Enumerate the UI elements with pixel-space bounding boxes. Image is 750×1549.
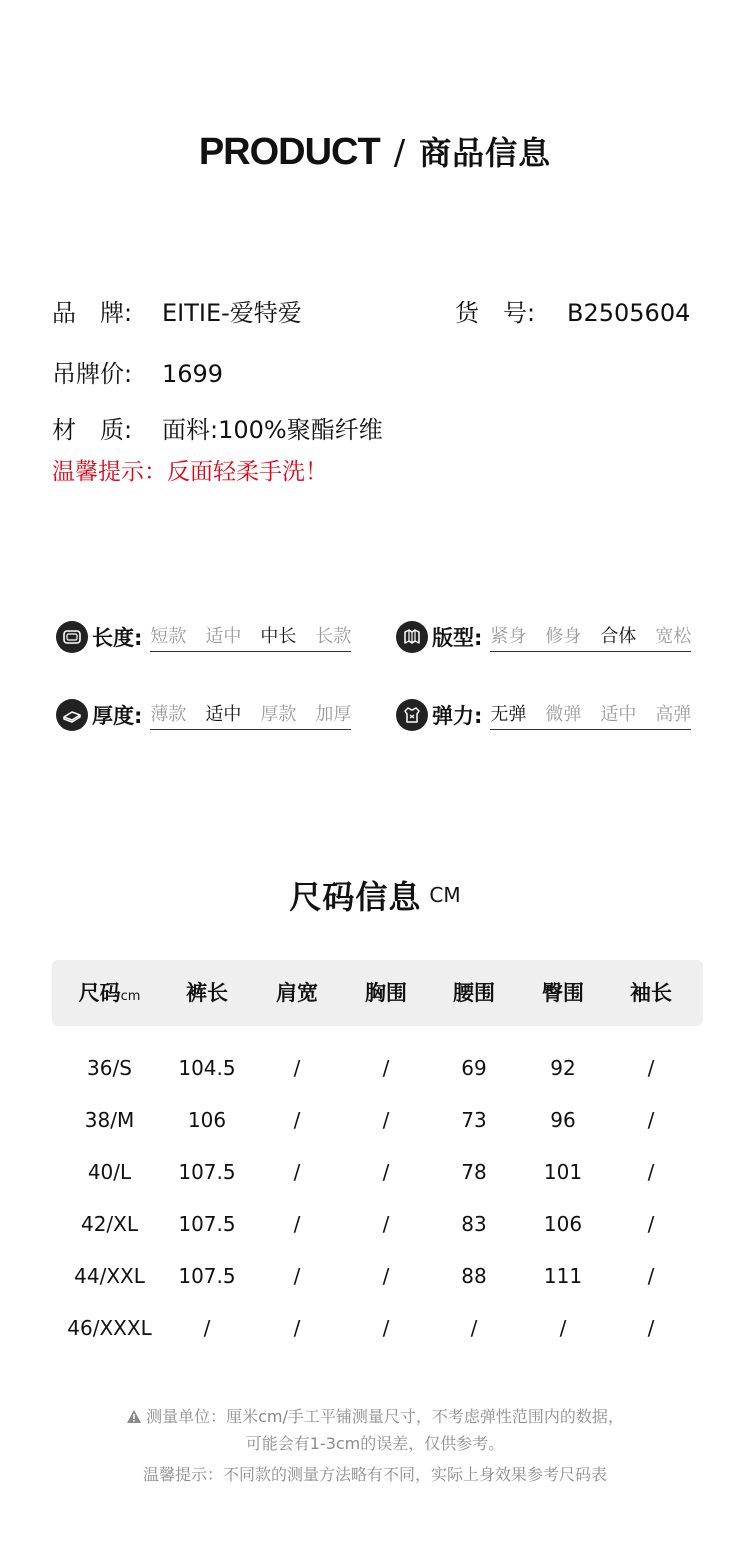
table-cell: / (293, 1212, 301, 1236)
table-cell: / (647, 1160, 655, 1184)
table-row (52, 1042, 703, 1094)
measure-note-line3: 温馨提示：不同款的测量方法略有不同，实际上身效果参考尺码表 (142, 1465, 607, 1484)
attr-option: 适中 (600, 704, 637, 725)
th-waist: 腰围 (453, 981, 495, 1005)
th-sleeve: 袖长 (630, 981, 672, 1005)
attr-option: 加厚 (315, 704, 352, 725)
table-cell: 92 (550, 1056, 576, 1080)
material-label: 材 质: (52, 416, 133, 444)
attr-length-options (150, 622, 351, 652)
table-cell: / (203, 1316, 211, 1340)
table-row (52, 1198, 703, 1250)
measure-note-line1 (0, 1404, 750, 1428)
table-cell: 107.5 (178, 1212, 236, 1236)
attr-option: 厚款 (260, 704, 297, 725)
table-cell: 36/S (87, 1056, 132, 1080)
table-cell: / (382, 1316, 390, 1340)
thickness-icon (56, 699, 88, 731)
table-cell: / (647, 1056, 655, 1080)
attr-option: 微弹 (545, 704, 582, 725)
warning-triangle-icon (126, 1409, 142, 1428)
sku-value: B2505604 (567, 299, 691, 327)
attr-fit-name: 版型: (432, 626, 483, 650)
price-row (52, 354, 223, 389)
table-cell: 106 (187, 1108, 227, 1132)
title-en: PRODUCT (198, 131, 380, 173)
length-icon (56, 621, 88, 653)
table-cell: 73 (461, 1108, 487, 1132)
table-cell: 78 (461, 1160, 487, 1184)
table-cell: 104.5 (178, 1056, 236, 1080)
th-chest: 胸围 (365, 981, 407, 1005)
th-size: 尺码cm (78, 981, 141, 1005)
table-cell: / (382, 1108, 390, 1132)
attr-thickness (56, 698, 351, 732)
attr-option: 紧身 (490, 626, 527, 647)
table-cell: / (293, 1056, 301, 1080)
attr-stretch-options (490, 700, 691, 730)
attr-option: 短款 (150, 626, 187, 647)
table-cell: 46/XXXL (67, 1316, 152, 1340)
table-cell: / (293, 1108, 301, 1132)
th-shoulder: 肩宽 (276, 981, 318, 1005)
table-cell: 106 (543, 1212, 583, 1236)
attr-option-selected: 适中 (205, 704, 242, 725)
material-row (52, 410, 383, 445)
title-slash: / (393, 133, 406, 173)
table-cell: 101 (543, 1160, 583, 1184)
fit-icon (396, 621, 428, 653)
sku-label: 货 号: (455, 299, 536, 327)
size-title-text: 尺码信息 (289, 878, 422, 916)
table-cell: / (647, 1212, 655, 1236)
attr-thickness-options (150, 700, 351, 730)
table-cell: / (470, 1316, 478, 1340)
attr-stretch-name: 弹力: (432, 704, 483, 728)
attr-length-name: 长度: (92, 626, 143, 650)
table-cell: / (647, 1316, 655, 1340)
brand-value: EITIE-爱特爱 (162, 299, 302, 327)
attr-option-selected: 合体 (600, 626, 637, 647)
attr-fit (396, 620, 691, 654)
attr-option: 宽松 (655, 626, 692, 647)
attr-length (56, 620, 351, 654)
th-hip: 臀围 (542, 981, 584, 1005)
table-row (52, 1146, 703, 1198)
measure-note-text: 测量单位：厘米cm/手工平铺测量尺寸，不考虑弹性范围内的数据， (146, 1407, 624, 1426)
table-cell: 38/M (84, 1108, 135, 1132)
table-cell: 111 (543, 1264, 583, 1288)
attr-thickness-name: 厚度: (92, 704, 143, 728)
table-cell: 107.5 (178, 1160, 236, 1184)
table-row (52, 1302, 703, 1354)
attr-option: 适中 (205, 626, 242, 647)
attr-stretch (396, 698, 691, 732)
size-section-title (0, 872, 750, 918)
table-cell: / (559, 1316, 567, 1340)
table-cell: 96 (550, 1108, 576, 1132)
table-cell: / (382, 1056, 390, 1080)
attr-option: 长款 (315, 626, 352, 647)
care-warning: 温馨提示：反面轻柔手洗！ (52, 459, 328, 485)
price-value: 1699 (162, 360, 224, 388)
attr-option-selected: 无弹 (490, 704, 527, 725)
attr-option: 薄款 (150, 704, 187, 725)
size-table-header (52, 960, 703, 1026)
attr-option: 修身 (545, 626, 582, 647)
size-title-unit: CM (429, 883, 461, 907)
material-value: 面料:100%聚酯纤维 (162, 416, 383, 444)
measure-note-line2: 可能会有1-3cm的误差，仅供参考。 (245, 1434, 505, 1453)
page-title (0, 128, 750, 174)
table-cell: / (293, 1264, 301, 1288)
brand-label: 品 牌: (52, 299, 133, 327)
table-cell: / (647, 1264, 655, 1288)
table-cell: / (293, 1160, 301, 1184)
table-cell: / (382, 1212, 390, 1236)
table-cell: 88 (461, 1264, 487, 1288)
title-cn: 商品信息 (419, 134, 552, 172)
table-cell: 69 (461, 1056, 487, 1080)
attr-option-selected: 中长 (260, 626, 297, 647)
brand-row (52, 293, 302, 328)
price-label: 吊牌价: (52, 360, 133, 388)
table-cell: 42/XL (80, 1212, 139, 1236)
table-cell: 83 (461, 1212, 487, 1236)
th-length: 裤长 (186, 981, 228, 1005)
table-cell: 107.5 (178, 1264, 236, 1288)
stretch-icon (396, 699, 428, 731)
table-row (52, 1094, 703, 1146)
table-cell: / (647, 1108, 655, 1132)
table-row (52, 1250, 703, 1302)
table-cell: / (382, 1264, 390, 1288)
attr-option: 高弹 (655, 704, 692, 725)
sku-row (455, 293, 690, 328)
table-cell: / (382, 1160, 390, 1184)
attr-fit-options (490, 622, 691, 652)
table-cell: 44/XXL (74, 1264, 145, 1288)
table-cell: 40/L (87, 1160, 132, 1184)
table-cell: / (293, 1316, 301, 1340)
